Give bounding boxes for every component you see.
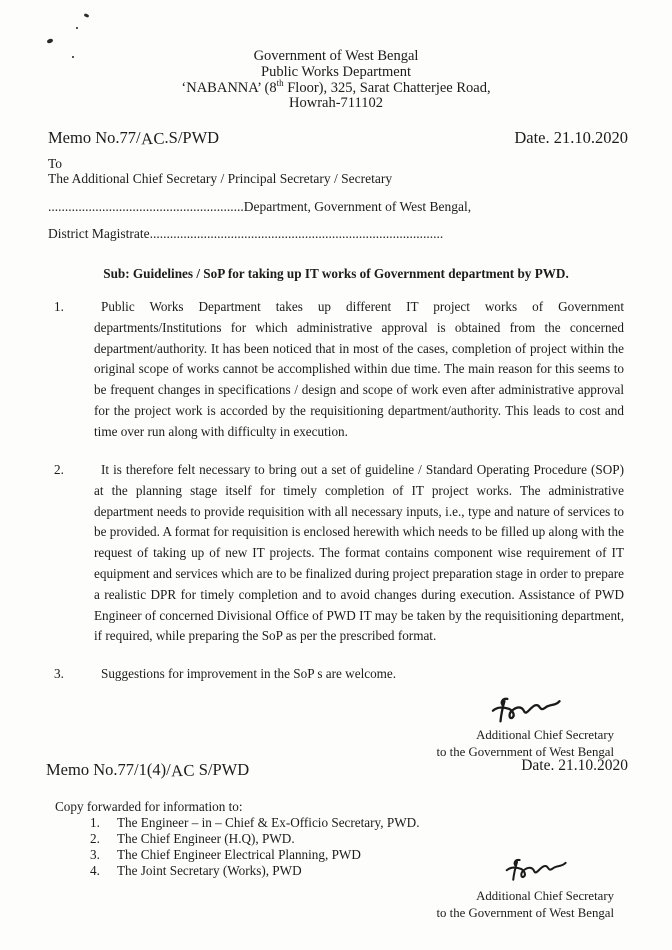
copy-item-3 xyxy=(90,847,420,863)
paragraph-1-number: 1. xyxy=(54,299,64,314)
copy-item-4-text: The Joint Secretary (Works), PWD xyxy=(117,862,302,878)
letterhead xyxy=(0,49,672,112)
letterhead-city: Howrah-711102 xyxy=(289,95,383,112)
addressee-line: The Additional Chief Secretary / Principal Secretary / Secretary xyxy=(48,171,393,186)
memo-number xyxy=(48,128,219,148)
subject-line: Sub: Guidelines / SoP for taking up IT works of Government department by PWD. xyxy=(103,266,569,281)
copy-item-1 xyxy=(90,815,420,831)
paragraph-2 xyxy=(52,460,624,647)
copy-forwarded-heading: Copy forwarded for information to: xyxy=(55,799,243,814)
memo2-handwritten: AC xyxy=(170,760,195,781)
copy-item-4-number: 4. xyxy=(90,862,100,878)
letterhead-address xyxy=(0,77,672,97)
paragraph-3-text: Suggestions for improvement in the SoP s are welcome. xyxy=(101,666,397,681)
paragraph-3 xyxy=(52,664,624,685)
paragraph-2-number: 2. xyxy=(54,462,64,477)
address-pre: ‘NABANNA’ (8 xyxy=(181,79,277,96)
signatory-org-2: to the Government of West Bengal xyxy=(436,905,614,920)
address-post: Floor), 325, Sarat Chatterjee Road, xyxy=(283,79,491,96)
signature-block-2 xyxy=(437,888,615,922)
ink-speck xyxy=(46,38,53,44)
address-ordinal: th xyxy=(276,77,284,88)
paragraph-1-text: Public Works Department takes up different IT project works of Government departments/Institutions for which administrative approval is obtained from the concerned department/authority. It has been noticed that in most of the cases, completion of project within the original scope of works cannot be accomplished within due time. The main reason for this seems to be frequent changes in specifications / design and scope of work even after administrative approval for the project work is accorded by the requisitioning department/authority. This leads to cost and time over run along with difficulty in execution. xyxy=(94,299,624,439)
copy-forwarded-list xyxy=(90,815,420,879)
copy-item-2-number: 2. xyxy=(90,830,100,846)
signatory-title: Additional Chief Secretary xyxy=(476,728,614,742)
ink-speck xyxy=(76,27,78,29)
memo2-post: S/PWD xyxy=(194,760,250,779)
memo-number-handwritten: AC xyxy=(140,128,165,149)
memo-number-post: .S/PWD xyxy=(164,128,220,147)
memo-number-2 xyxy=(46,760,249,780)
letterhead-department: Public Works Department xyxy=(261,63,411,80)
signatory-org: to the Government of West Bengal xyxy=(436,744,614,759)
signature-date: Date. 21.10.2020 xyxy=(521,757,628,774)
memo-header-row xyxy=(48,128,628,148)
memo2-pre: Memo No.77/1(4)/ xyxy=(46,760,171,779)
to-label: To xyxy=(48,156,63,171)
memo-number-pre: Memo No.77/ xyxy=(48,128,141,147)
copy-item-3-number: 3. xyxy=(90,846,100,862)
paragraph-1 xyxy=(52,297,624,443)
district-magistrate-fill-line: District Magistrate....................................................................................... xyxy=(48,226,444,241)
department-fill-line: ..........................................................Department, Government of West Bengal, xyxy=(48,199,472,214)
signatory-title-2: Additional Chief Secretary xyxy=(476,889,614,903)
paragraph-2-text: It is therefore felt necessary to bring out a set of guideline / Standard Operating Procedure (SOP) at the planning stage itself for timely completion of IT project works. The administrative department needs to provide requisition with all necessary inputs, i.e., type and nature of services to be provided. A format for requisition is enclosed herewith which needs to be filled up along with the request of taking up of new IT projects. The format contains component wise requirement of IT equipment and services which are to be finalized during project preparation stage in order to prepare a realistic DPR for timely completion and to avoid changes during execution. Assistance of PWD Engineer of concerned Divisional Office of PWD IT may be taken by the requisitioning department, if required, while preparing the SoP as per the prescribed format. xyxy=(94,462,624,644)
copy-item-2 xyxy=(90,831,420,847)
copy-item-3-text: The Chief Engineer Electrical Planning, PWD xyxy=(117,846,361,862)
copy-item-4 xyxy=(90,863,420,879)
signature-scribble-1 xyxy=(485,692,565,730)
memo-date: Date. 21.10.2020 xyxy=(514,128,628,147)
signature-block-1 xyxy=(437,727,615,761)
copy-item-1-number: 1. xyxy=(90,815,100,830)
paragraph-3-number: 3. xyxy=(54,666,64,681)
copy-item-2-text: The Chief Engineer (H.Q), PWD. xyxy=(117,830,295,846)
letterhead-government: Government of West Bengal xyxy=(253,48,419,64)
copy-item-1-text: The Engineer – in – Chief & Ex-Officio Secretary, PWD. xyxy=(117,815,420,830)
ink-speck xyxy=(84,13,90,18)
signature-scribble-2 xyxy=(499,855,570,887)
